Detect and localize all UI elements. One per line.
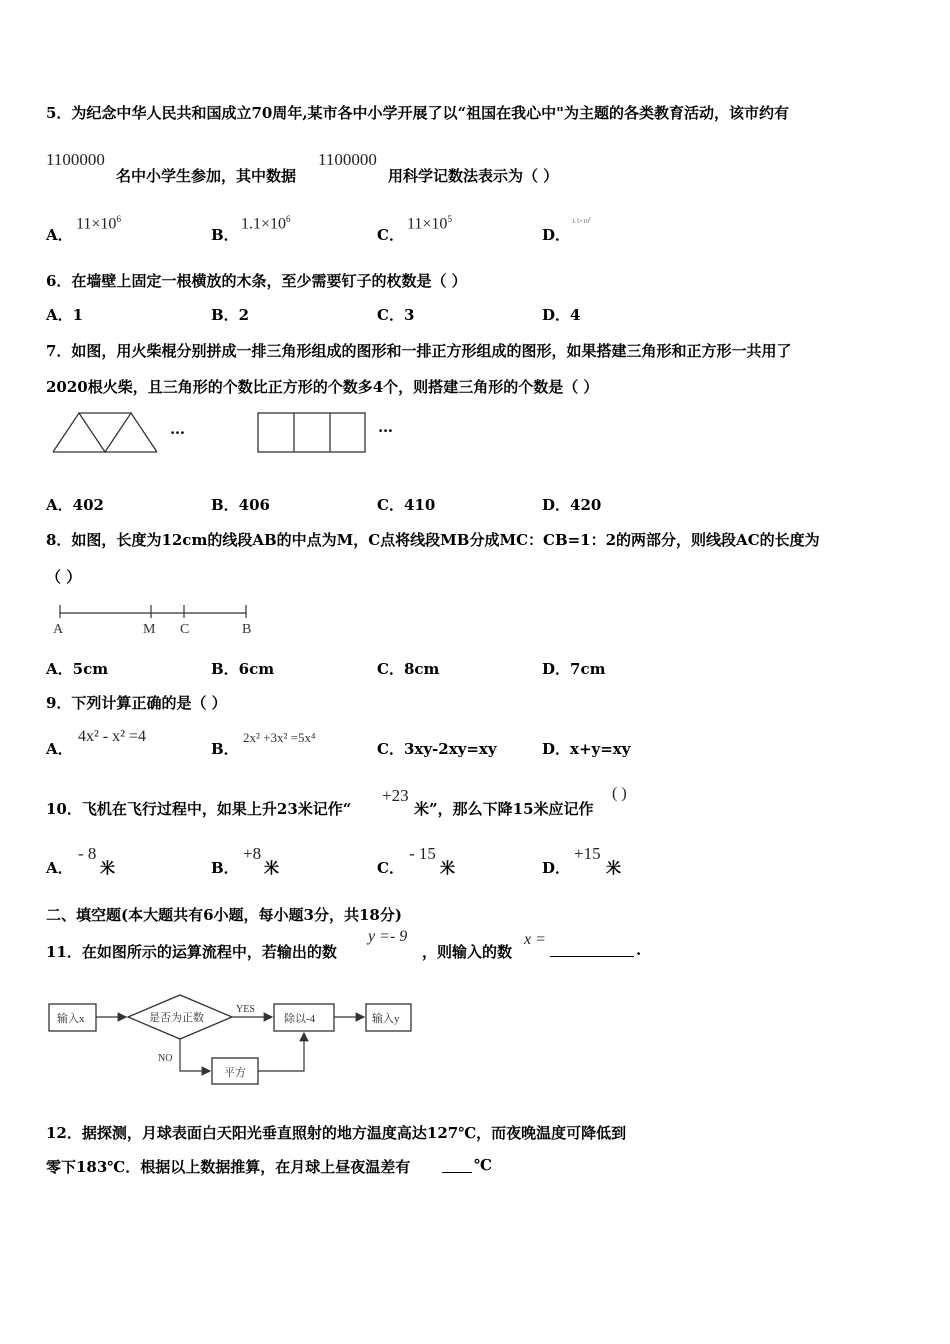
q11-text-a: 11．在如图所示的运算流程中，若输出的数 (46, 943, 337, 961)
q6-option-c: C．3 (377, 306, 415, 324)
q8-option-b: B．6cm (211, 660, 275, 678)
q6-text: 6．在墙壁上固定一根横放的木条，至少需要钉子的枚数是（ ） (46, 272, 467, 290)
q10-option-c-label: C． (377, 859, 404, 877)
q8-line2: （ ） (46, 568, 82, 586)
q5-number-1: 1100000 (46, 150, 105, 169)
q11-flowchart (46, 990, 416, 1085)
flow-yes-label: YES (236, 1004, 255, 1015)
point-label-b: B (242, 622, 252, 637)
q9-option-c: C．3xy-2xy=xy (377, 740, 497, 758)
q10-value: +23 (382, 786, 409, 805)
q7-option-d: D．420 (542, 496, 602, 514)
point-label-c: C (180, 622, 190, 637)
q10-text-b: 米”，那么下降15米应记作 (414, 800, 594, 818)
q5-option-b-value: $1.1\times 10^6$ (241, 214, 291, 233)
q10-option-b-label: B． (211, 859, 239, 877)
q6-option-b: B．2 (211, 306, 250, 324)
q9-option-a-label: A． (46, 740, 73, 758)
q10-option-b-value: +8 (243, 844, 262, 863)
q10-option-b-unit: 米 (264, 859, 280, 877)
q6-option-a: A．1 (46, 306, 84, 324)
q8-option-c: C．8cm (377, 660, 440, 678)
q12-line2: 零下183℃．根据以上数据推算，在月球上昼夜温差有 (46, 1158, 411, 1176)
q7-ellipsis-1: … (170, 420, 185, 438)
q11-text-b: ，则输入的数 (422, 943, 513, 961)
q12-unit: ℃ (474, 1156, 492, 1174)
q7-ellipsis-2: … (378, 418, 393, 436)
q5-option-d-label: D． (542, 226, 571, 244)
q8-option-d: D．7cm (542, 660, 606, 678)
q5-number-2: 1100000 (318, 150, 377, 169)
q7-option-b: B．406 (211, 496, 270, 514)
flow-no-label: NO (158, 1053, 173, 1064)
q5-option-c-label: C． (377, 226, 404, 244)
q8-option-a: A．5cm (46, 660, 109, 678)
q5-option-b-label: B． (211, 226, 239, 244)
q7-line1: 7．如图，用火柴棍分别拼成一排三角形组成的图形和一排正方形组成的图形，如果搭建三角形和正方形一共用了 (46, 342, 792, 360)
q10-option-c-value: - 15 (409, 844, 436, 863)
flow-decision-label: 是否为正数 (149, 1012, 204, 1024)
q10-option-a-unit: 米 (100, 859, 116, 877)
square-matchstick-figure (255, 410, 369, 456)
q9-option-a-math: 4x² - x² =4 (78, 728, 146, 745)
q5-option-c-value: $11\times 10^5$ (407, 214, 452, 233)
q7-option-a: A．402 (46, 496, 104, 514)
q7-option-c: C．410 (377, 496, 436, 514)
segment-ab-figure (48, 600, 258, 640)
q9-text: 9．下列计算正确的是（ ） (46, 694, 227, 712)
point-label-a: A (53, 622, 64, 637)
q11-math-y: y =- 9 (368, 928, 408, 945)
q5-option-a-value: $11\times 10^6$ (76, 214, 121, 233)
q10-option-d-label: D． (542, 859, 571, 877)
flow-input-label: 输入x (57, 1013, 85, 1025)
q9-option-b-label: B． (211, 740, 239, 758)
q9-option-d: D．x+y=xy (542, 740, 631, 758)
q8-line1: 8．如图，长度为12cm的线段AB的中点为M，C点将线段MB分成MC：CB=1：2的两部分，则线段AC的长度为 (46, 531, 820, 549)
q10-option-a-value: - 8 (78, 844, 97, 863)
q10-option-d-value: +15 (574, 844, 601, 863)
q10-text-a: 10．飞机在飞行过程中，如果上升23米记作“ (46, 800, 352, 818)
q10-paren: ( ) (612, 785, 627, 802)
q11-end: . (636, 941, 642, 959)
q6-option-d: D．4 (542, 306, 581, 324)
q11-answer-blank[interactable] (550, 942, 634, 957)
point-label-m: M (143, 622, 156, 637)
q9-option-b-math: 2x² +3x² =5x⁴ (243, 730, 316, 745)
q10-option-c-unit: 米 (440, 859, 456, 877)
flow-divide-label: 除以-4 (284, 1013, 316, 1025)
q5-line1: 5．为纪念中华人民共和国成立70周年,某市各中小学开展了以“祖国在我心中"为主题的各类教育活动，该市约有 (46, 104, 789, 122)
q10-option-d-unit: 米 (606, 859, 622, 877)
q5-text-a: 名中小学生参加，其中数据 (116, 167, 297, 185)
q10-option-a-label: A． (46, 859, 73, 877)
flow-output-label: 输入y (372, 1013, 400, 1025)
q12-answer-blank[interactable] (442, 1158, 472, 1173)
q12-line1: 12．据探测，月球表面白天阳光垂直照射的地方温度高达127℃，而夜晚温度可降低到 (46, 1124, 627, 1142)
q5-text-b: 用科学记数法表示为（ ） (388, 167, 559, 185)
q7-line2: 2020根火柴，且三角形的个数比正方形的个数多4个，则搭建三角形的个数是（ ） (46, 378, 599, 396)
flow-square-label: 平方 (224, 1067, 246, 1079)
triangle-matchstick-figure (50, 410, 162, 456)
q5-option-d-value: $1.1\times 10^5$ (572, 216, 591, 225)
q11-math-x: x = (524, 931, 546, 948)
q5-option-a-label: A． (46, 226, 73, 244)
section-2-title: 二、填空题(本大题共有6小题，每小题3分，共18分) (46, 906, 402, 924)
